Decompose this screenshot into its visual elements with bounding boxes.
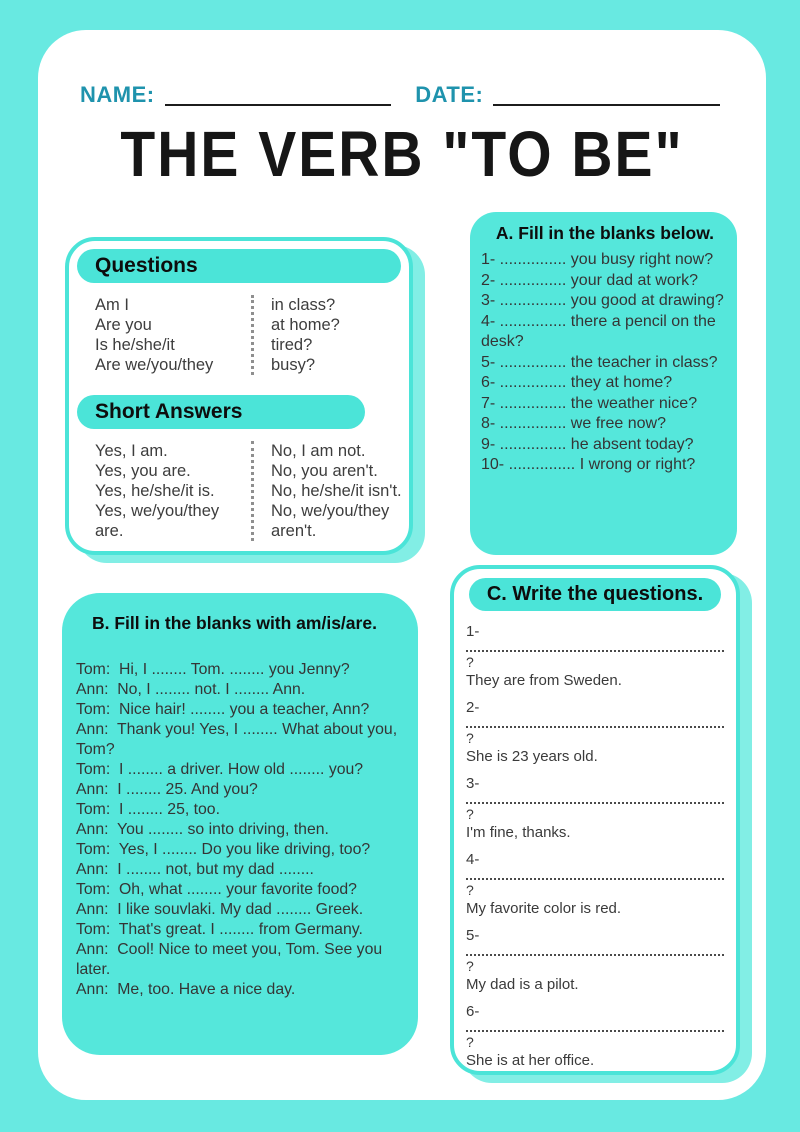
short-answer-yes: Yes, you are. — [95, 462, 191, 481]
short-answer-no: No, we/you/they aren't. — [271, 502, 390, 541]
dialogue-line: Ann: Me, too. Have a nice day. — [76, 981, 296, 998]
fill-blank-item: 10- ............... I wrong or right? — [481, 456, 696, 473]
section-a-heading: A. Fill in the blanks below. — [495, 223, 715, 243]
date-label: DATE: — [415, 82, 484, 107]
section-b-heading: B. Fill in the blanks with am/is/are. — [92, 613, 377, 633]
dialogue-line: Tom: Yes, I ........ Do you like driving, too? — [76, 841, 371, 858]
reference-box — [65, 237, 413, 555]
write-question-item — [466, 699, 724, 766]
short-answer-yes: Yes, I am. — [95, 442, 168, 461]
short-answer-no: No, I am not. — [271, 442, 366, 461]
dialogue-line: Tom: That's great. I ........ from Germany. — [76, 921, 363, 938]
short-answer-yes: Yes, we/you/they are. — [95, 502, 220, 541]
questions-heading: Questions — [77, 249, 401, 283]
section-a-box — [470, 212, 737, 555]
answer-write-line — [466, 641, 724, 652]
fill-blank-item: 2- ............... your dad at work? — [481, 271, 698, 289]
write-question-item — [466, 623, 724, 690]
item-number: 4- — [466, 851, 480, 868]
dialogue-line: Tom: Hi, I ........ Tom. ........ you Jenny? — [76, 661, 350, 678]
short-answers-heading: Short Answers — [77, 395, 365, 429]
dialogue-line: Tom: Oh, what ........ your favorite food? — [76, 881, 357, 898]
write-question-item — [466, 927, 724, 994]
question-stem: Am I — [95, 296, 129, 315]
dialogue-line: Tom: I ........ 25, too. — [76, 801, 220, 818]
worksheet-title: THE VERB "TO BE" — [120, 119, 684, 191]
section-c-heading: C. Write the questions. — [469, 578, 721, 611]
short-answers-right-column — [254, 441, 409, 541]
question-stem: Is he/she/it — [95, 336, 175, 355]
question-ending: busy? — [271, 356, 316, 375]
dialogue-line: Ann: I ........ not, but my dad ........ — [76, 861, 314, 878]
short-answers-table — [69, 429, 409, 549]
name-date-row — [80, 84, 720, 106]
item-number: 6- — [466, 1003, 480, 1020]
short-answer-yes: Yes, he/she/it is. — [95, 482, 215, 501]
dialogue-line: Tom: Nice hair! ........ you a teacher, Ann? — [76, 701, 370, 718]
short-answers-left-column — [95, 441, 251, 541]
question-stem: Are you — [95, 316, 152, 335]
item-number: 3- — [466, 775, 480, 792]
question-mark: ? — [466, 806, 474, 822]
fill-blank-item: 3- ............... you good at drawing? — [481, 292, 724, 309]
dialogue-line: Ann: No, I ........ not. I ........ Ann. — [76, 681, 306, 698]
section-a-items — [481, 250, 729, 476]
question-stem: Are we/you/they — [95, 356, 214, 375]
question-mark: ? — [466, 730, 474, 746]
dialogue-line: Tom: I ........ a driver. How old ........ you? — [76, 761, 364, 778]
fill-blank-item: 1- ............... you busy right now? — [481, 251, 714, 268]
answer-write-line — [466, 717, 724, 728]
section-b-dialogue — [76, 660, 410, 1000]
questions-table — [69, 283, 409, 391]
date-write-line — [493, 90, 720, 106]
name-label: NAME: — [80, 82, 155, 107]
answer-write-line — [466, 1021, 724, 1032]
question-mark: ? — [466, 958, 474, 974]
item-answer: I'm fine, thanks. — [466, 824, 571, 841]
dialogue-line: Ann: Thank you! Yes, I ........ What about you, Tom? — [76, 721, 402, 758]
answer-write-line — [466, 945, 724, 956]
item-answer: They are from Sweden. — [466, 672, 622, 689]
section-c-box — [450, 565, 740, 1075]
question-mark: ? — [466, 654, 474, 670]
dialogue-line: Ann: I ........ 25. And you? — [76, 781, 258, 798]
fill-blank-item: 7- ............... the weather nice? — [481, 394, 698, 412]
questions-right-column — [254, 295, 409, 375]
item-answer: My dad is a pilot. — [466, 976, 579, 993]
question-ending: in class? — [271, 296, 336, 315]
write-question-item — [466, 1003, 724, 1070]
item-number: 5- — [466, 927, 480, 944]
worksheet-card — [38, 30, 766, 1100]
dialogue-line: Ann: I like souvlaki. My dad ........ Greek. — [76, 901, 364, 918]
question-ending: tired? — [271, 336, 313, 355]
question-mark: ? — [466, 1034, 474, 1050]
short-answer-no: No, he/she/it isn't. — [271, 482, 402, 501]
section-c-items — [466, 623, 724, 1070]
question-ending: at home? — [271, 316, 340, 335]
item-answer: She is at her office. — [466, 1052, 595, 1069]
short-answer-no: No, you aren't. — [271, 462, 378, 481]
questions-left-column — [95, 295, 251, 375]
fill-blank-item: 9- ............... he absent today? — [481, 435, 694, 453]
question-mark: ? — [466, 882, 474, 898]
fill-blank-item: 8- ............... we free now? — [481, 415, 666, 432]
write-question-item — [466, 851, 724, 918]
dialogue-line: Ann: Cool! Nice to meet you, Tom. See you later. — [76, 941, 387, 978]
item-answer: She is 23 years old. — [466, 748, 598, 765]
item-number: 2- — [466, 699, 480, 716]
fill-blank-item: 5- ............... the teacher in class? — [481, 353, 718, 371]
dialogue-line: Ann: You ........ so into driving, then. — [76, 821, 329, 838]
item-answer: My favorite color is red. — [466, 900, 622, 917]
fill-blank-item: 4- ............... there a pencil on the desk? — [481, 312, 716, 350]
answer-write-line — [466, 869, 724, 880]
write-question-item — [466, 775, 724, 842]
name-write-line — [165, 90, 392, 106]
fill-blank-item: 6- ............... they at home? — [481, 374, 673, 391]
answer-write-line — [466, 793, 724, 804]
section-b-box — [62, 593, 418, 1055]
item-number: 1- — [466, 623, 480, 640]
